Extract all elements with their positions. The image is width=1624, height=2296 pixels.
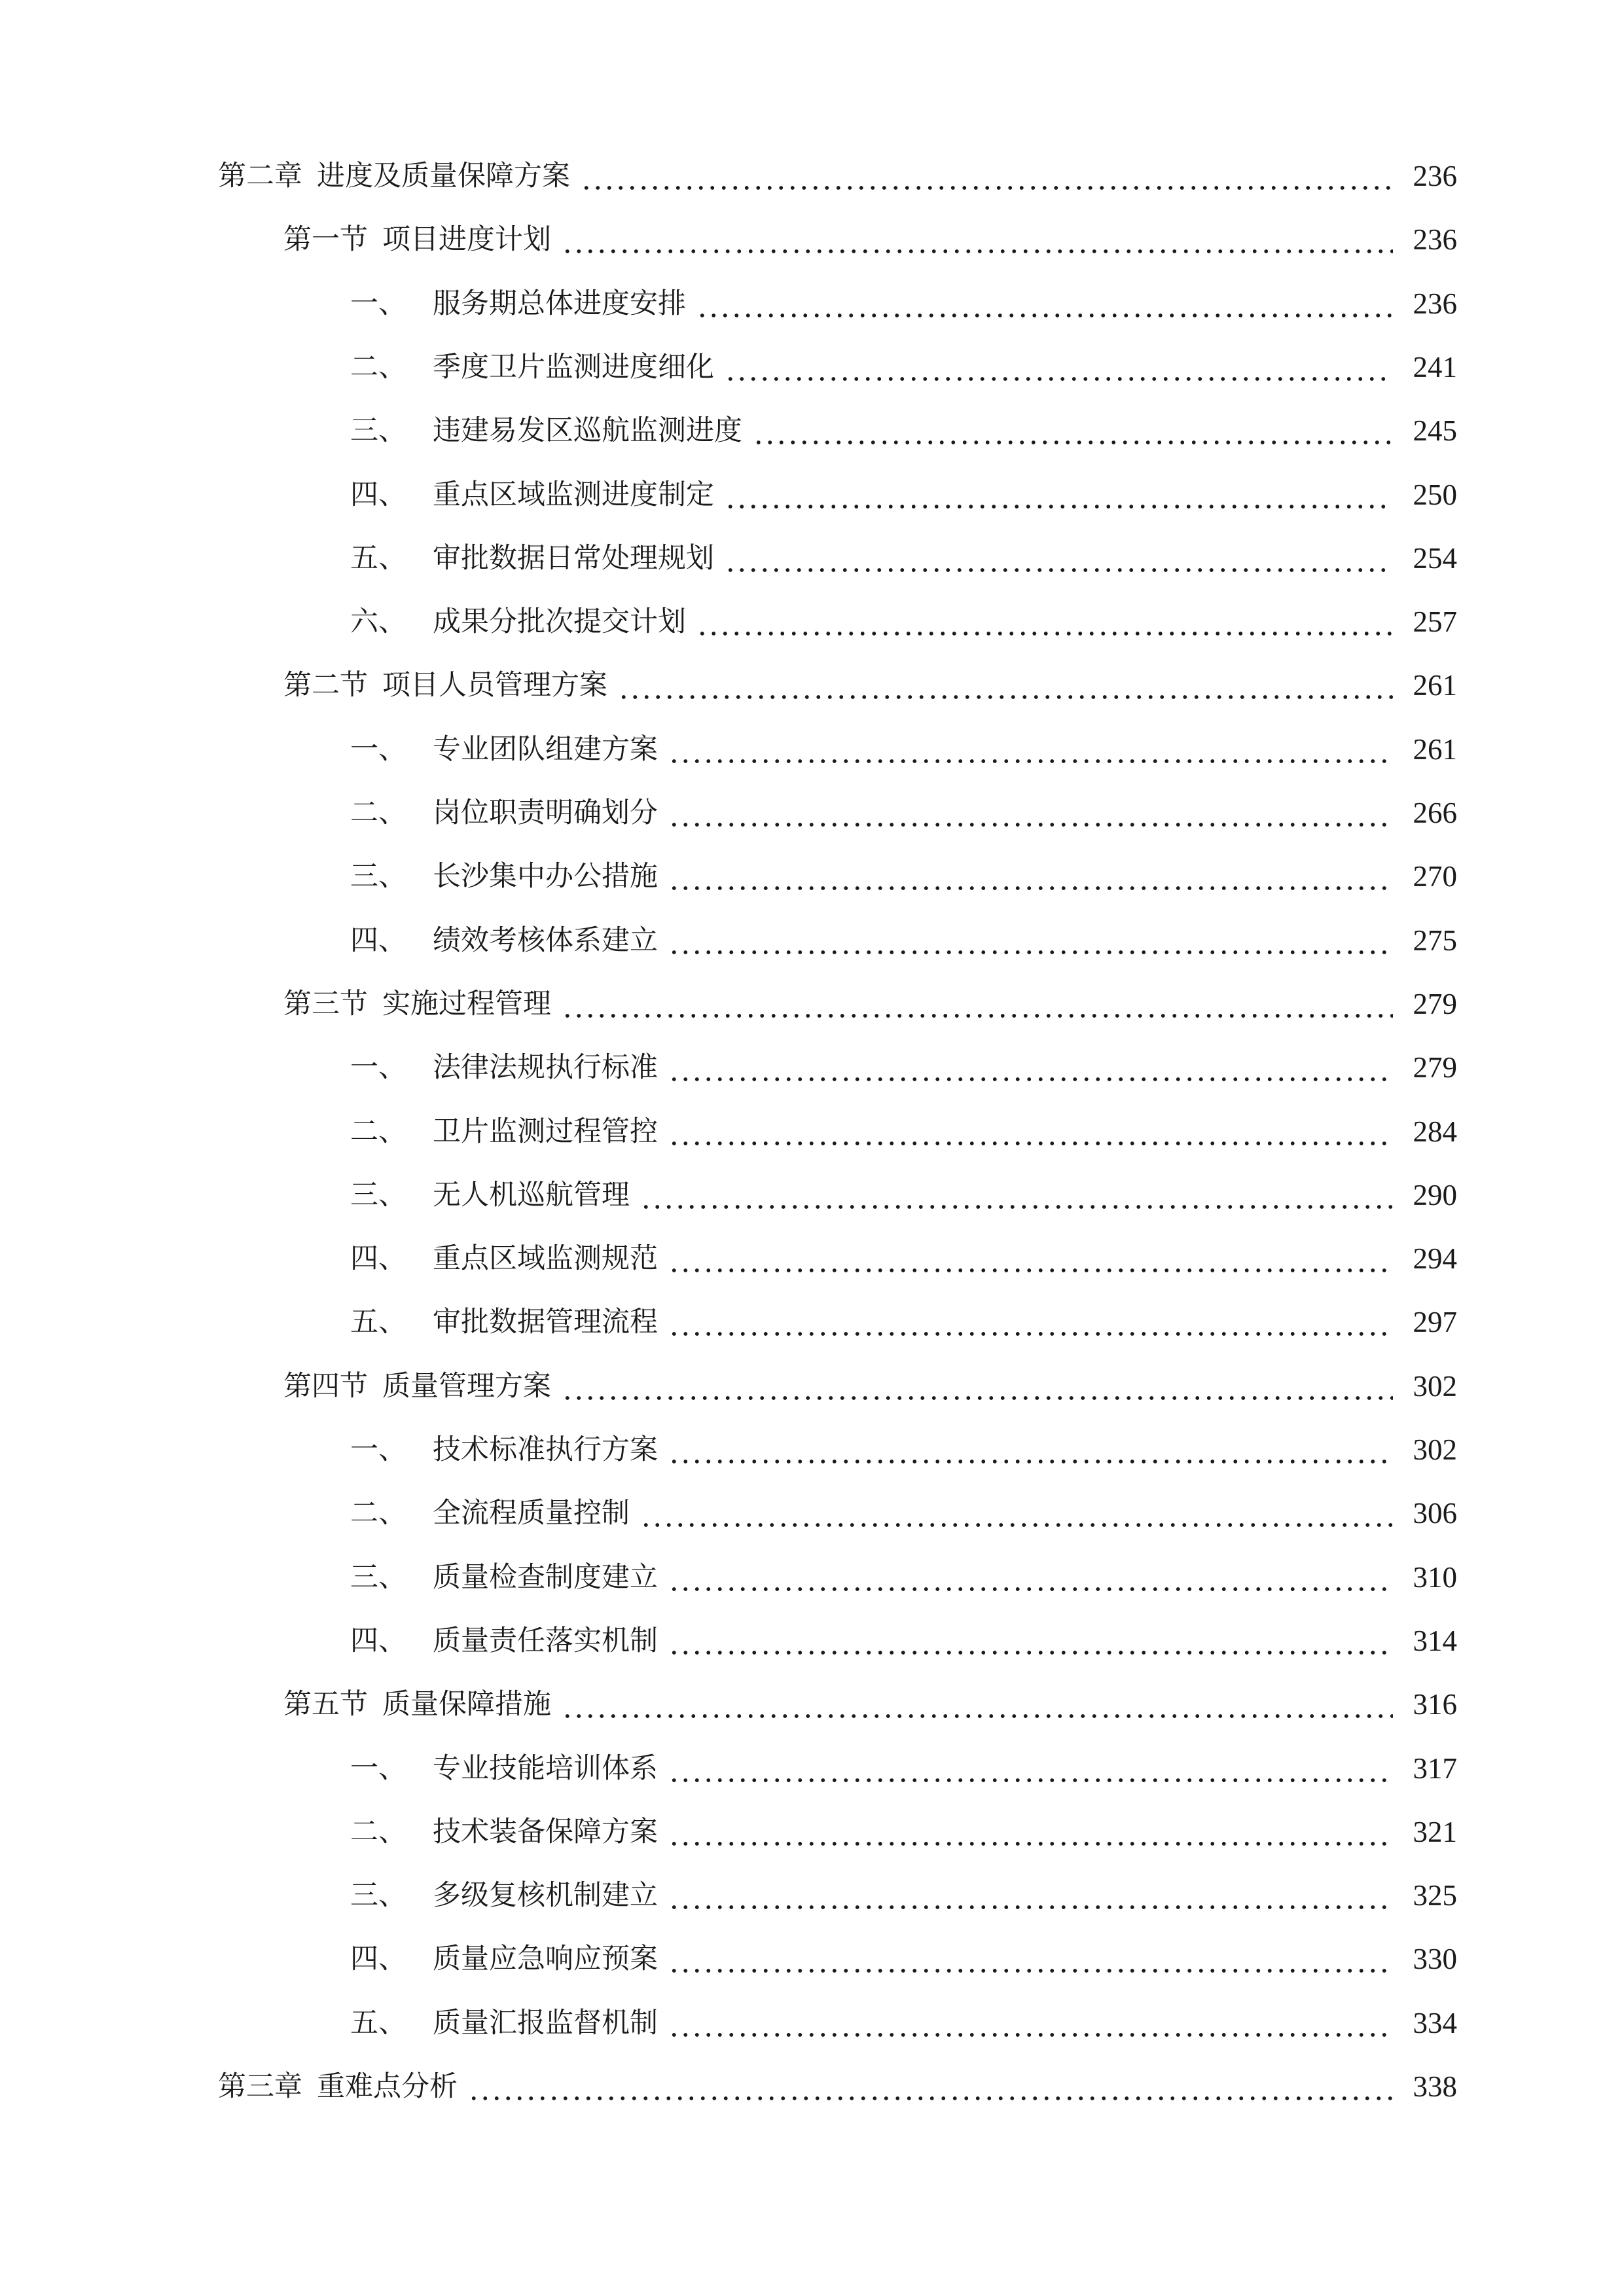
toc-subsection-entry[interactable] xyxy=(350,1618,1457,1664)
dot-leader xyxy=(668,1936,1393,1982)
toc-entry-title: 质量检查制度建立 xyxy=(433,1560,658,1594)
toc-entry-number: 三、 xyxy=(350,414,406,448)
toc-entry-title: 质量应急响应预案 xyxy=(433,1943,658,1976)
toc-entry-title: 审批数据管理流程 xyxy=(433,1306,658,1339)
toc-entry-number: 一、 xyxy=(350,732,406,766)
toc-entry-number: 一、 xyxy=(350,1051,406,1085)
toc-subsection-entry[interactable] xyxy=(350,1936,1457,1982)
toc-subsection-entry[interactable] xyxy=(350,1427,1457,1473)
dot-leader xyxy=(640,1490,1393,1536)
toc-entry-number: 二、 xyxy=(350,797,406,829)
toc-page-number: 261 xyxy=(1413,669,1457,702)
dot-leader xyxy=(468,2064,1393,2109)
toc-page-number: 279 xyxy=(1413,1051,1457,1085)
dot-leader xyxy=(640,1172,1393,1218)
toc-page-number: 317 xyxy=(1413,1751,1457,1785)
toc-entry-number: 四、 xyxy=(350,478,406,511)
dot-leader xyxy=(668,1618,1393,1664)
toc-page-number: 284 xyxy=(1413,1115,1457,1148)
toc-page-number: 279 xyxy=(1413,987,1457,1020)
toc-section-entry[interactable] xyxy=(283,1363,1457,1409)
toc-page-number: 270 xyxy=(1413,860,1457,893)
toc-subsection-entry[interactable] xyxy=(350,1554,1457,1600)
dot-leader xyxy=(562,1363,1393,1409)
toc-page-number: 310 xyxy=(1413,1560,1457,1594)
dot-leader xyxy=(668,1045,1393,1090)
toc-page-number: 236 xyxy=(1413,160,1457,192)
toc-entry-title: 绩效考核体系建立 xyxy=(433,924,658,957)
toc-chapter-entry[interactable] xyxy=(218,2064,1457,2109)
toc-page-number: 338 xyxy=(1413,2070,1457,2103)
toc-page-number: 236 xyxy=(1413,223,1457,257)
toc-subsection-entry[interactable] xyxy=(350,1236,1457,1282)
dot-leader xyxy=(668,1109,1393,1155)
toc-page-number: 261 xyxy=(1413,732,1457,766)
toc-subsection-entry[interactable] xyxy=(350,726,1457,772)
toc-subsection-entry[interactable] xyxy=(350,853,1457,899)
toc-page-number: 314 xyxy=(1413,1624,1457,1657)
toc-subsection-entry[interactable] xyxy=(350,2000,1457,2046)
toc-entry-title: 违建易发区巡航监测进度 xyxy=(433,414,742,448)
toc-page-number: 245 xyxy=(1413,414,1457,448)
toc-entry-title: 质量保障措施 xyxy=(382,1688,551,1721)
toc-entry-number: 五、 xyxy=(350,1306,406,1339)
toc-entry-number: 五、 xyxy=(350,2006,406,2039)
toc-entry-title: 技术装备保障方案 xyxy=(433,1815,658,1848)
dot-leader xyxy=(668,1873,1393,1918)
toc-entry-title: 专业技能培训体系 xyxy=(433,1751,658,1785)
toc-entry-title: 质量汇报监督机制 xyxy=(433,2006,658,2039)
toc-subsection-entry[interactable] xyxy=(350,790,1457,836)
toc-entry-title: 岗位职责明确划分 xyxy=(433,797,658,829)
toc-entry-number: 第四节 xyxy=(283,1369,368,1403)
toc-section-entry[interactable] xyxy=(283,1681,1457,1727)
dot-leader xyxy=(668,790,1393,836)
toc-subsection-entry[interactable] xyxy=(350,918,1457,963)
toc-entry-title: 审批数据日常处理规划 xyxy=(433,541,714,575)
dot-leader xyxy=(562,981,1393,1027)
toc-entry-title: 技术标准执行方案 xyxy=(433,1433,658,1466)
toc-page-number: 236 xyxy=(1413,287,1457,320)
toc-entry-number: 三、 xyxy=(350,860,406,893)
toc-subsection-entry[interactable] xyxy=(350,535,1457,581)
toc-entry-title: 季度卫片监测进度细化 xyxy=(433,350,714,384)
dot-leader xyxy=(618,662,1393,708)
toc-entry-number: 二、 xyxy=(350,1815,406,1848)
toc-subsection-entry[interactable] xyxy=(350,599,1457,645)
toc-entry-number: 四、 xyxy=(350,1624,406,1657)
toc-entry-number: 一、 xyxy=(350,287,406,320)
toc-section-entry[interactable] xyxy=(283,217,1457,262)
dot-leader xyxy=(668,1427,1393,1473)
toc-entry-title: 卫片监测过程管控 xyxy=(433,1115,658,1148)
toc-entry-title: 重点区域监测进度制定 xyxy=(433,478,714,511)
toc-subsection-entry[interactable] xyxy=(350,1045,1457,1090)
toc-page-number: 302 xyxy=(1413,1369,1457,1403)
dot-leader xyxy=(581,153,1393,199)
toc-page-number: 302 xyxy=(1413,1433,1457,1466)
toc-entry-title: 质量管理方案 xyxy=(382,1369,551,1403)
toc-entry-title: 无人机巡航管理 xyxy=(433,1178,630,1211)
toc-entry-title: 质量责任落实机制 xyxy=(433,1624,658,1657)
toc-entry-number: 一、 xyxy=(350,1751,406,1785)
toc-entry-number: 第二章 xyxy=(218,160,302,192)
toc-page-number: 294 xyxy=(1413,1242,1457,1276)
dot-leader xyxy=(753,408,1393,454)
toc-entry-number: 一、 xyxy=(350,1433,406,1466)
toc-entry-title: 服务期总体进度安排 xyxy=(433,287,686,320)
toc-subsection-entry[interactable] xyxy=(350,1809,1457,1855)
toc-section-entry[interactable] xyxy=(283,662,1457,708)
toc-entry-number: 四、 xyxy=(350,924,406,957)
toc-page-number: 306 xyxy=(1413,1497,1457,1530)
toc-entry-number: 三、 xyxy=(350,1560,406,1594)
toc-entry-title: 法律法规执行标准 xyxy=(433,1051,658,1085)
toc-page-number: 257 xyxy=(1413,605,1457,639)
dot-leader xyxy=(725,472,1393,518)
toc-subsection-entry[interactable] xyxy=(350,281,1457,327)
toc-entry-number: 四、 xyxy=(350,1943,406,1976)
dot-leader xyxy=(668,1746,1393,1791)
toc-subsection-entry[interactable] xyxy=(350,1746,1457,1791)
toc-page-number: 334 xyxy=(1413,2006,1457,2039)
toc-entry-number: 二、 xyxy=(350,1115,406,1148)
toc-subsection-entry[interactable] xyxy=(350,472,1457,518)
toc-page-number: 290 xyxy=(1413,1178,1457,1211)
toc-subsection-entry[interactable] xyxy=(350,1490,1457,1536)
toc-entry-title: 成果分批次提交计划 xyxy=(433,605,686,639)
toc-entry-title: 项目进度计划 xyxy=(382,223,551,257)
dot-leader xyxy=(668,918,1393,963)
dot-leader xyxy=(668,1236,1393,1282)
toc-page-number: 316 xyxy=(1413,1688,1457,1721)
dot-leader xyxy=(668,1299,1393,1345)
dot-leader xyxy=(668,1554,1393,1600)
toc-entry-title: 重点区域监测规范 xyxy=(433,1242,658,1276)
toc-subsection-entry[interactable] xyxy=(350,344,1457,390)
toc-entry-title: 长沙集中办公措施 xyxy=(433,860,658,893)
toc-entry-title: 专业团队组建方案 xyxy=(433,732,658,766)
toc-entry-number: 第三章 xyxy=(218,2070,302,2103)
dot-leader xyxy=(696,599,1393,645)
toc-entry-number: 三、 xyxy=(350,1178,406,1211)
toc-page-number: 297 xyxy=(1413,1306,1457,1339)
toc-entry-number: 二、 xyxy=(350,350,406,384)
toc-chapter-entry[interactable] xyxy=(218,153,1457,199)
dot-leader xyxy=(696,281,1393,327)
toc-entry-number: 第五节 xyxy=(283,1688,368,1721)
toc-entry-number: 第一节 xyxy=(283,223,368,257)
toc-subsection-entry[interactable] xyxy=(350,1873,1457,1918)
toc-subsection-entry[interactable] xyxy=(350,1299,1457,1345)
toc-subsection-entry[interactable] xyxy=(350,1172,1457,1218)
dot-leader xyxy=(562,217,1393,262)
toc-entry-number: 第二节 xyxy=(283,669,368,702)
dot-leader xyxy=(725,344,1393,390)
toc-page-number: 321 xyxy=(1413,1815,1457,1848)
dot-leader xyxy=(668,726,1393,772)
dot-leader xyxy=(725,535,1393,581)
toc-page-number: 254 xyxy=(1413,541,1457,575)
toc-entry-title: 多级复核机制建立 xyxy=(433,1879,658,1912)
toc-page-number: 241 xyxy=(1413,350,1457,384)
toc-entry-number: 三、 xyxy=(350,1879,406,1912)
toc-page-number: 275 xyxy=(1413,924,1457,957)
toc-page-number: 266 xyxy=(1413,797,1457,829)
toc-entry-title: 项目人员管理方案 xyxy=(382,669,607,702)
toc-entry-title: 实施过程管理 xyxy=(382,987,551,1020)
toc-page-number: 330 xyxy=(1413,1943,1457,1976)
dot-leader xyxy=(668,1809,1393,1855)
toc-entry-number: 五、 xyxy=(350,541,406,575)
toc-page-number: 325 xyxy=(1413,1879,1457,1912)
toc-subsection-entry[interactable] xyxy=(350,1109,1457,1155)
dot-leader xyxy=(668,2000,1393,2046)
toc-entry-number: 第三节 xyxy=(283,987,368,1020)
toc-section-entry[interactable] xyxy=(283,981,1457,1027)
toc-entry-number: 六、 xyxy=(350,605,406,639)
toc-entry-title: 全流程质量控制 xyxy=(433,1497,630,1530)
toc-entry-number: 二、 xyxy=(350,1497,406,1530)
toc-entry-title: 重难点分析 xyxy=(317,2070,458,2103)
toc-entry-number: 四、 xyxy=(350,1242,406,1276)
toc-page-number: 250 xyxy=(1413,478,1457,511)
dot-leader xyxy=(562,1681,1393,1727)
toc-subsection-entry[interactable] xyxy=(350,408,1457,454)
dot-leader xyxy=(668,853,1393,899)
toc-entry-title: 进度及质量保障方案 xyxy=(317,160,570,192)
